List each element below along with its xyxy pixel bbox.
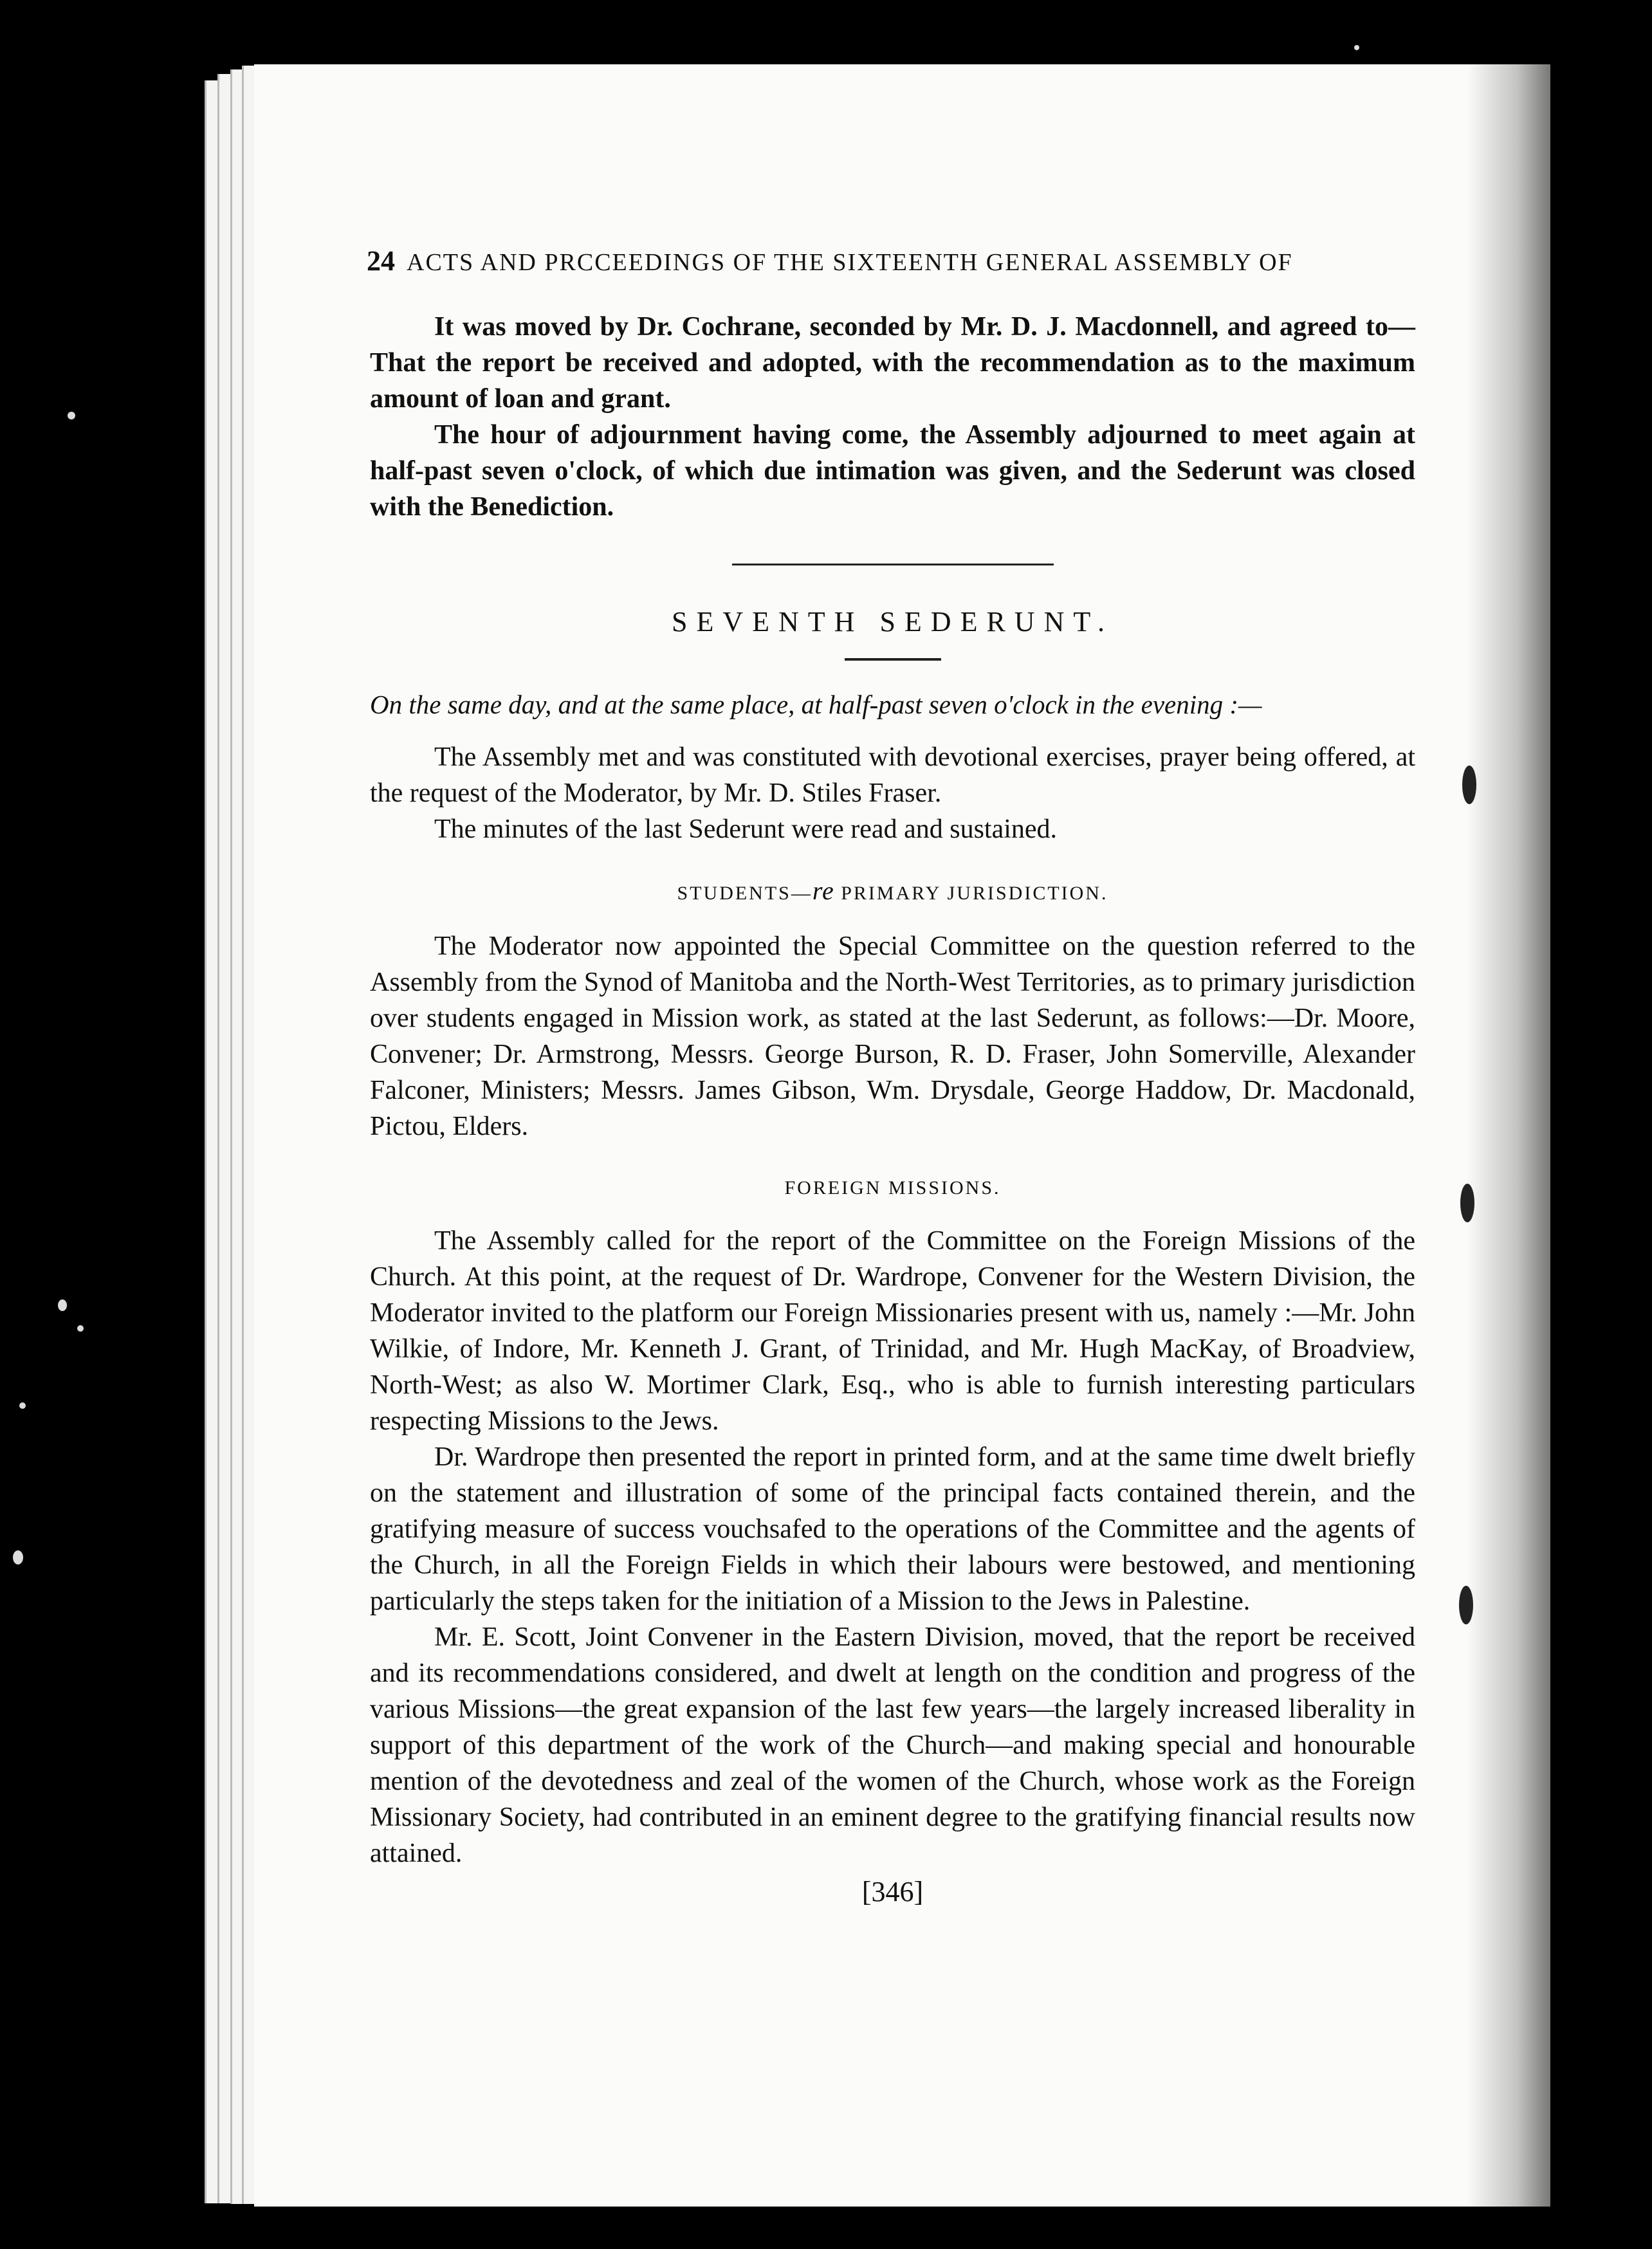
dust-speck xyxy=(19,1402,26,1409)
running-head xyxy=(367,244,1422,277)
binding-mark xyxy=(1459,1586,1473,1624)
heading-part: STUDENTS— xyxy=(677,883,812,904)
sederunt-title: SEVENTH SEDERUNT. xyxy=(672,606,1114,638)
dust-speck xyxy=(68,412,75,419)
paragraph: The Moderator now appointed the Special Committee on the question referred to the Assembly from the Synod of Manitoba and the North-West Territories, as to primary jurisdiction over students engaged in Mission work, as stated at the last Sederunt, as follows:—Dr. Moore, Convener; Dr. Armstrong, Messrs. George Burson, R. D. Fraser, John Somerville, Alexander Falconer, Ministers; Messrs. James Gibson, Wm. Drysdale, George Haddow, Dr. Macdonald, Pictou, Elders. xyxy=(370,932,1415,1141)
paragraph: The minutes of the last Sederunt were read and sustained. xyxy=(434,814,1058,844)
dust-speck xyxy=(58,1299,67,1311)
dust-speck xyxy=(13,1550,23,1565)
heading-part: PRIMARY JURISDICTION. xyxy=(834,883,1108,904)
section-heading-students xyxy=(370,873,1415,912)
title-rule xyxy=(845,658,941,661)
section-divider xyxy=(732,564,1054,565)
paragraph: The Assembly called for the report of the Committee on the Foreign Missions of the Church. At this point, at the request of Dr. Wardrope, Convener for the Western Division, the Moderator invited to the platform our Foreign Missionaries present with us, namely :—Mr. John Wilkie, of Indore, Mr. Kenneth J. Grant, of Trinidad, and Mr. Hugh MacKay, of Broadview, North-West; as also W. Mortimer Clark, Esq., who is able to furnish interesting particulars respecting Missions to the Jews. xyxy=(370,1226,1415,1436)
page-number: 24 xyxy=(367,245,395,277)
dateline: On the same day, and at the same place, at half-past seven o'clock in the evening :— xyxy=(370,690,1262,719)
paragraph: The hour of adjournment having come, the Assembly adjourned to meet again at half-past seven o'clock, of which due intimation was given, and the Sederunt was closed with the Benediction. xyxy=(370,420,1415,522)
folio: [346] xyxy=(861,1876,924,1907)
paragraph: It was moved by Dr. Cochrane, seconded by Mr. D. J. Macdonnell, and agreed to—That the report be received and adopted, with the recommendation as to the maximum amount of loan and grant. xyxy=(370,312,1415,414)
running-head-title: ACTS AND PRCCEEDINGS OF THE SIXTEENTH GENERAL ASSEMBLY OF xyxy=(407,249,1293,276)
binding-mark xyxy=(1460,1184,1474,1222)
dust-speck xyxy=(77,1325,84,1332)
book-page xyxy=(254,64,1550,2207)
dust-speck xyxy=(1354,45,1359,50)
heading-italic: re xyxy=(812,876,834,905)
paragraph: Dr. Wardrope then presented the report in printed form, and at the same time dwelt briefly on the statement and illustration of some of the principal facts contained therein, and the gratifying measure of success vouchsafed to the operations of the Committee and the agents of the Church, in all the Foreign Fields in which their labours were bestowed, and mentioning particularly the steps taken for the initiation of a Mission to the Jews in Palestine. xyxy=(370,1442,1415,1616)
page-gutter-shadow xyxy=(1467,64,1550,2207)
binding-mark xyxy=(1462,766,1476,804)
paragraph: Mr. E. Scott, Joint Convener in the Eastern Division, moved, that the report be received and its recommendations considered, and dwelt at length on the condition and progress of the various Missions—the great expansion of the last few years—the largely increased liberality in support of this department of the work of the Church—and making special and honourable mention of the devotedness and zeal of the women of the Church, whose work as the Foreign Missionary Society, had contributed in an eminent degree to the gratifying financial results now attained. xyxy=(370,1622,1415,1868)
paragraph: The Assembly met and was constituted with devotional exercises, prayer being offered, at the request of the Moderator, by Mr. D. Stiles Fraser. xyxy=(370,742,1415,808)
page-content xyxy=(370,309,1415,1910)
section-heading-foreign-missions: FOREIGN MISSIONS. xyxy=(784,1177,1001,1198)
